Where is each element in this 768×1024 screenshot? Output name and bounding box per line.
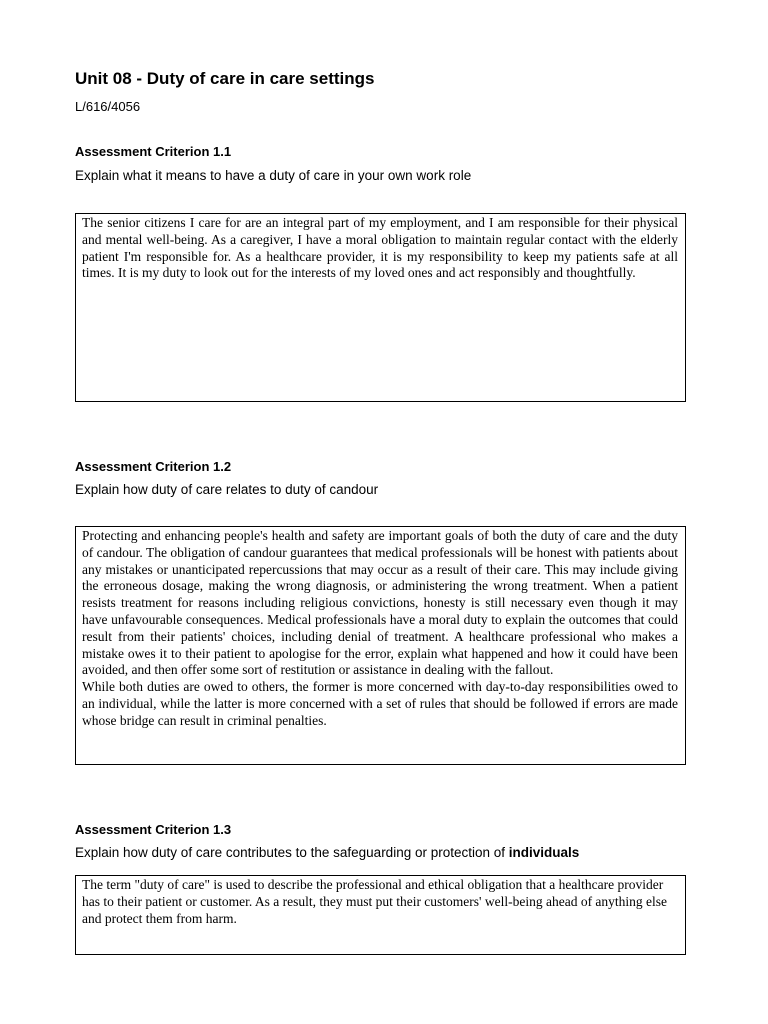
criterion-heading-1-2: Assessment Criterion 1.2 bbox=[75, 459, 232, 474]
page-title: Unit 08 - Duty of care in care settings bbox=[75, 69, 375, 88]
answer-paragraph: The senior citizens I care for are an integral part of my employment, and I am responsible for their physical and mental well-being. As a caregiver, I have a moral obligation to maintain regular contact with the elderly patient I'm responsible for. As a healthcare provider, it is my responsibility to keep my patients safe at all times. It is my duty to look out for the interests of my loved ones and act responsibly and thoughtfully. bbox=[82, 215, 678, 281]
answer-paragraph: Protecting and enhancing people's health and safety are important goals of both the duty of care and the duty of candour. The obligation of candour guarantees that medical professionals will be honest with patients about any mistakes or unanticipated repercussions that may occur as a result of their care. This may include giving the erroneous dosage, making the wrong diagnosis, or administering the wrong treatment. When a patient resists treatment for reasons including religious convictions, honesty is still necessary even though it may have unfavourable consequences. Medical professionals have a moral duty to explain the outcomes that could result from their patients' choices, including denial of treatment. A healthcare professional who makes a mistake owes it to their patient to apologise for the error, explain what happened and how it could have been avoided, and then offer some sort of restitution or assistance in dealing with the fallout. bbox=[82, 528, 678, 678]
answer-box-1-1[interactable] bbox=[75, 213, 686, 402]
unit-code: L/616/4056 bbox=[75, 99, 141, 114]
criterion-heading-1-3: Assessment Criterion 1.3 bbox=[75, 822, 232, 837]
criterion-question-1-1: Explain what it means to have a duty of care in your own work role bbox=[75, 168, 472, 183]
criterion-heading-1-1: Assessment Criterion 1.1 bbox=[75, 144, 232, 159]
answer-paragraph: The term "duty of care" is used to describe the professional and ethical obligation that a healthcare provider has to their patient or customer. As a result, they must put their customers' well-being ahead of anything else and protect them from harm. bbox=[82, 877, 668, 926]
criterion-question-1-2: Explain how duty of care relates to duty of candour bbox=[75, 482, 379, 497]
question-emphasis: individuals bbox=[508, 845, 580, 860]
criterion-question-1-3 bbox=[75, 845, 579, 860]
question-text: Explain how duty of care contributes to the safeguarding or protection of bbox=[75, 845, 506, 860]
answer-box-1-2[interactable] bbox=[75, 526, 686, 765]
answer-paragraph: While both duties are owed to others, the former is more concerned with day-to-day responsibilities owed to an individual, while the latter is more concerned with a set of rules that should be followed if errors are made whose bridge can result in criminal penalties. bbox=[82, 679, 678, 728]
answer-box-1-3[interactable] bbox=[75, 875, 686, 955]
